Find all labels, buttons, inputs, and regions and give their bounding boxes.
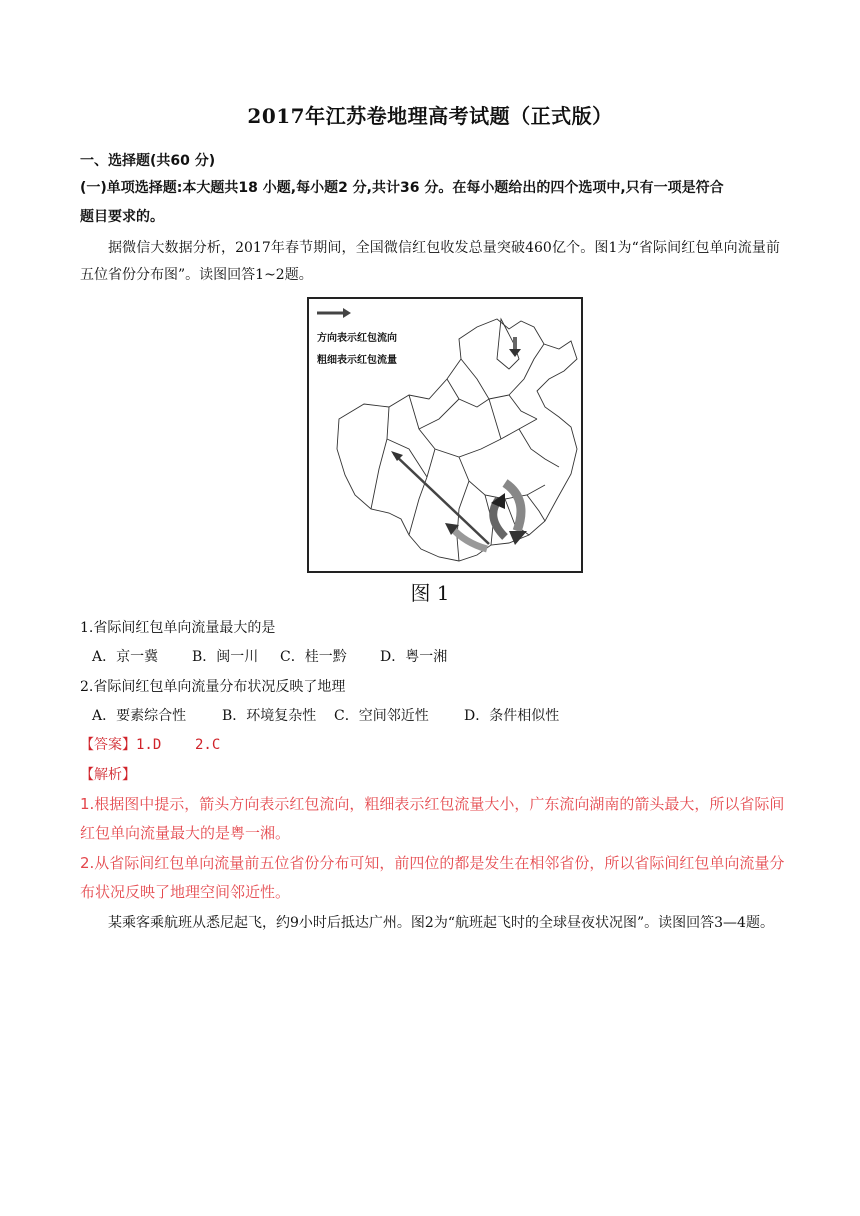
q1-option-a: A．京一冀: [92, 649, 159, 665]
q1-option-c: C．桂一黔: [280, 649, 347, 665]
q2-option-d: D．条件相似性: [464, 708, 560, 724]
next-question-paragraph: 某乘客乘航班从悉尼起飞，约9小时后抵达广州。图2为“航班起飞时的全球昼夜状况图”。读图回答3—4题。: [108, 915, 774, 931]
answer-line: [80, 734, 220, 754]
legend-direction: 方向表示红包流向: [317, 333, 397, 344]
answer-label: 【答案】: [80, 737, 136, 753]
page-title: 2017年江苏卷地理高考试题（正式版）: [247, 104, 613, 128]
q2-option-b: B．环境复杂性: [222, 708, 317, 724]
q1-option-d: D．粤一湘: [380, 649, 448, 665]
figure-caption: 图 1: [410, 581, 450, 605]
flow-arrows: [391, 337, 527, 549]
intro-paragraph: 据微信大数据分析，2017年春节期间，全国微信红包收发总量突破460亿个。图1为“省际间红包单向流量前五位省份分布图”。读图回答1~2题。: [80, 240, 780, 283]
subsection-heading-line2: 题目要求的。: [80, 209, 164, 225]
question-1-stem: 1.省际间红包单向流量最大的是: [80, 620, 276, 636]
answer-value: 1.D 2.C: [136, 737, 221, 753]
q2-option-a: A．要素综合性: [92, 708, 187, 724]
analysis-paragraph-1: 1.根据图中提示，箭头方向表示红包流向，粗细表示红包流量大小，广东流向湖南的箭头最大，所以省际间红包单向流量最大的是粤一湘。: [80, 795, 785, 842]
q2-option-c: C．空间邻近性: [334, 708, 429, 724]
figure-1-map: [307, 297, 583, 573]
legend-arrow-icon: [317, 308, 351, 318]
analysis-label: 【解析】: [80, 767, 136, 783]
question-1-options: [92, 646, 447, 666]
analysis-paragraph-2: 2.从省际间红包单向流量前五位省份分布可知，前四位的都是发生在相邻省份，所以省际间红包单向流量分布状况反映了地理空间邻近性。: [80, 854, 785, 901]
question-2-stem: 2.省际间红包单向流量分布状况反映了地理: [80, 679, 346, 695]
subsection-heading-line1: (一)单项选择题:本大题共18 小题,每小题2 分,共计36 分。在每小题给出的四个选项中,只有一项是符合: [80, 180, 724, 196]
q1-option-b: B．闽一川: [192, 649, 259, 665]
section-heading: 一、选择题(共60 分): [80, 153, 216, 169]
legend-thickness: 粗细表示红包流量: [317, 355, 397, 366]
question-2-options: [92, 705, 559, 725]
